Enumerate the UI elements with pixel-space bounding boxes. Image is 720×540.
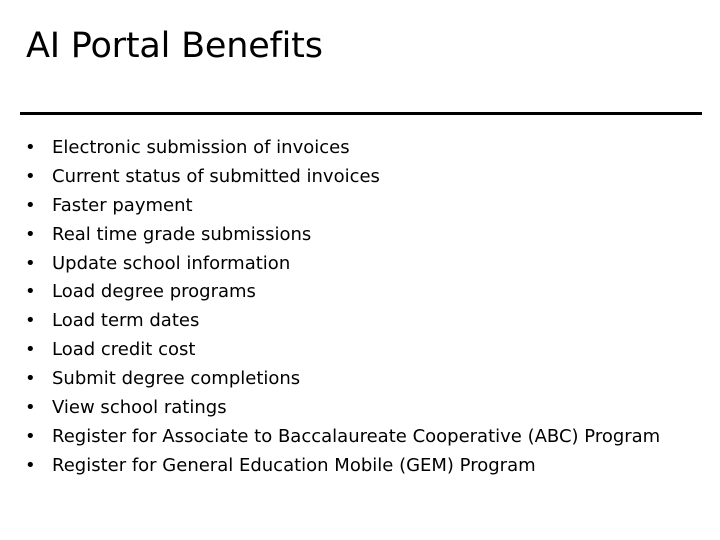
list-item-text: Submit degree completions [52, 368, 301, 390]
list-item-text: Update school information [52, 252, 291, 274]
list-item [25, 163, 660, 192]
list-item [25, 394, 660, 423]
list-item [25, 134, 660, 163]
list-item-text: Current status of submitted invoices [52, 165, 380, 187]
list-item-text: Faster payment [52, 194, 193, 216]
bullet-icon: • [25, 252, 36, 274]
list-item [25, 250, 660, 279]
list-item [25, 452, 660, 481]
list-item-text: Register for Associate to Baccalaureate Cooperative (ABC) Program [52, 425, 661, 447]
benefits-list [25, 134, 660, 481]
bullet-icon: • [25, 137, 36, 158]
list-item-text: Load credit cost [52, 339, 196, 361]
bullet-icon: • [25, 223, 36, 245]
list-item-text: Load term dates [52, 310, 200, 332]
list-item-text: Register for General Education Mobile (GEM) Program [52, 454, 536, 476]
bullet-icon: • [25, 454, 36, 476]
list-item-text: View school ratings [52, 397, 227, 419]
bullet-icon: • [25, 165, 36, 187]
list-item [25, 307, 660, 336]
bullet-icon: • [25, 368, 36, 390]
list-item [25, 423, 660, 452]
bullet-icon: • [25, 310, 36, 332]
slide-title: AI Portal Benefits [26, 26, 323, 66]
list-item-text: Real time grade submissions [52, 223, 312, 245]
bullet-icon: • [25, 339, 36, 361]
list-item [25, 221, 660, 250]
list-item-text: Electronic submission of invoices [52, 137, 350, 158]
bullet-icon: • [25, 194, 36, 216]
title-divider [20, 112, 702, 115]
list-item [25, 278, 660, 307]
bullet-icon: • [25, 281, 36, 303]
list-item [25, 365, 660, 394]
bullet-icon: • [25, 397, 36, 419]
list-item-text: Load degree programs [52, 281, 256, 303]
list-item [25, 336, 660, 365]
list-item [25, 192, 660, 221]
bullet-icon: • [25, 425, 36, 447]
